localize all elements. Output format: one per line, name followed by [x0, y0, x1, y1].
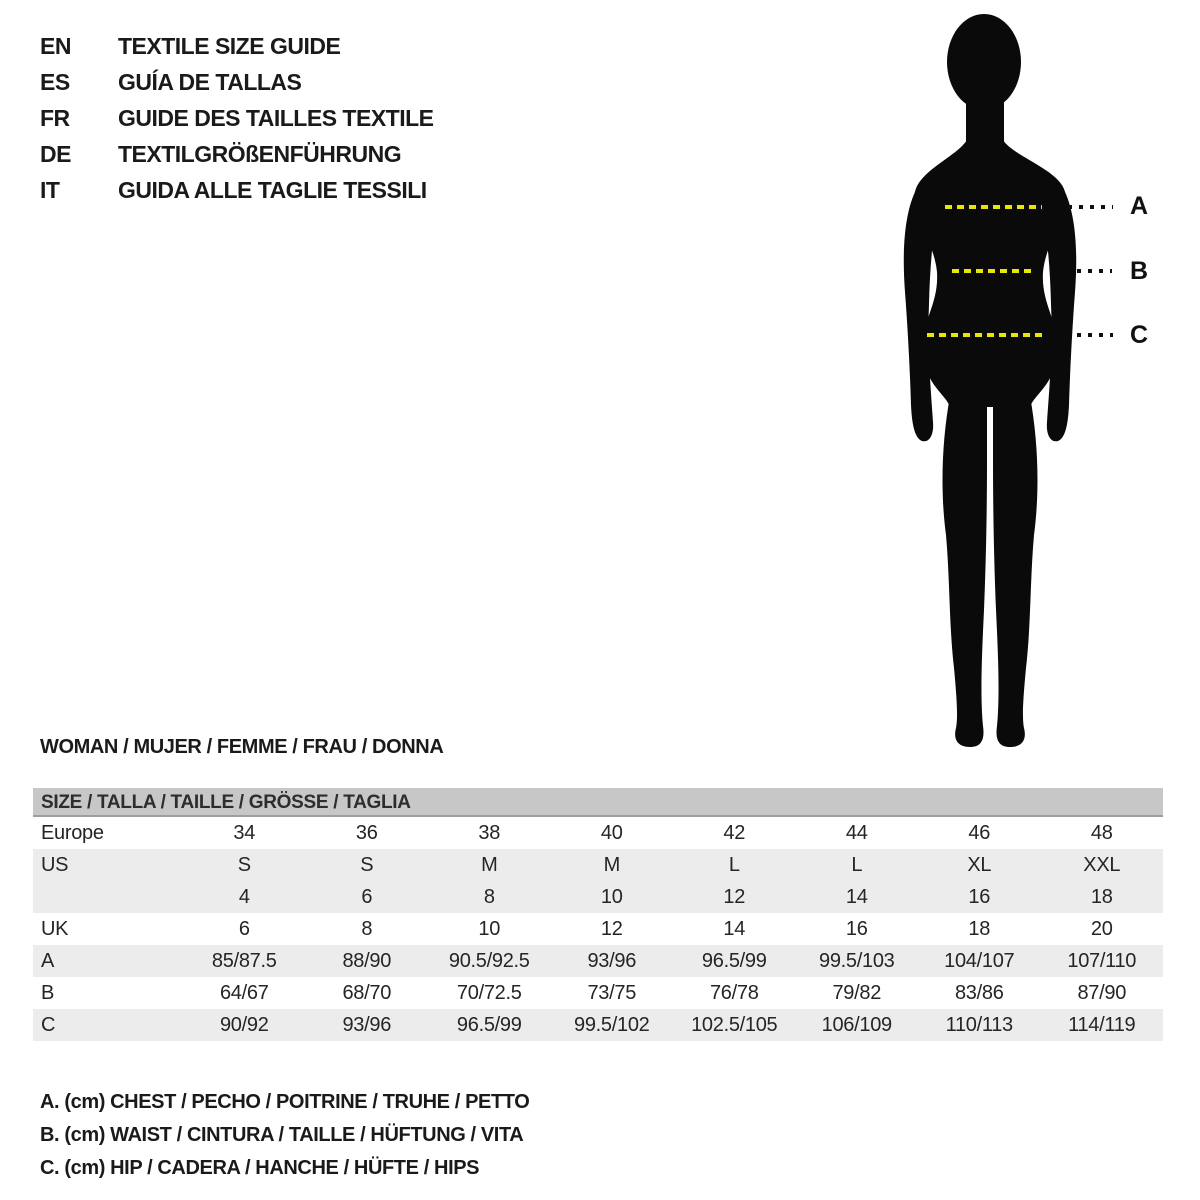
size-cell: 42 — [723, 822, 746, 844]
size-cell: 40 — [600, 822, 623, 844]
size-cell: 36 — [355, 822, 378, 844]
measurement-legend — [40, 1086, 529, 1185]
size-cell: 87/90 — [1077, 982, 1127, 1004]
size-cell: XXL — [1083, 854, 1121, 876]
size-cell: M — [481, 854, 498, 876]
size-cell: XL — [967, 854, 992, 876]
lang-title: TEXTILE SIZE GUIDE — [118, 33, 341, 59]
size-cell: 6 — [238, 918, 250, 940]
lang-title: GUIDA ALLE TAGLIE TESSILI — [118, 177, 427, 203]
size-cell: 48 — [1090, 822, 1113, 844]
row-label: C — [41, 1014, 56, 1036]
legend-waist: B. (cm) WAIST / CINTURA / TAILLE / HÜFTUNG / VITA — [40, 1124, 524, 1146]
row-label: A — [41, 950, 55, 972]
size-cell: 20 — [1090, 918, 1113, 940]
size-cell: L — [728, 854, 740, 876]
size-cell: 93/96 — [342, 1014, 392, 1036]
size-cell: 38 — [478, 822, 501, 844]
lang-row-es — [40, 64, 434, 100]
legend-chest: A. (cm) CHEST / PECHO / POITRINE / TRUHE / PETTO — [40, 1091, 530, 1113]
lang-row-fr — [40, 100, 434, 136]
size-cell: 99.5/103 — [819, 950, 895, 972]
lang-code: FR — [40, 105, 70, 131]
size-cell: 99.5/102 — [574, 1014, 650, 1036]
woman-silhouette — [860, 0, 1200, 760]
row-label — [33, 881, 183, 913]
size-table — [33, 788, 1163, 1041]
size-cell: 46 — [968, 822, 991, 844]
table-row-uk — [33, 913, 1163, 945]
size-cell: 14 — [845, 886, 868, 908]
size-cell: 12 — [723, 886, 746, 908]
language-title-list — [40, 28, 434, 208]
table-row-europe — [33, 817, 1163, 849]
silhouette-left-leg — [943, 396, 987, 747]
table-row-us-numbers — [33, 881, 1163, 913]
size-cell: 93/96 — [587, 950, 637, 972]
size-cell: 34 — [233, 822, 256, 844]
size-cell: 104/107 — [944, 950, 1015, 972]
measure-label-b: B — [1129, 257, 1149, 285]
silhouette-torso — [914, 140, 1065, 407]
size-cell: M — [603, 854, 620, 876]
size-cell: 70/72.5 — [456, 982, 522, 1004]
size-cell: L — [851, 854, 863, 876]
table-row-hip-c — [33, 1009, 1163, 1041]
lang-title: TEXTILGRÖßENFÜHRUNG — [118, 141, 402, 167]
lang-code: ES — [40, 69, 70, 95]
lang-code: DE — [40, 141, 71, 167]
size-cell: S — [237, 854, 251, 876]
lang-code: IT — [40, 177, 60, 203]
size-cell: 110/113 — [945, 1014, 1013, 1036]
size-cell: 96.5/99 — [456, 1014, 522, 1036]
measure-label-c: C — [1129, 321, 1149, 349]
lang-row-en — [40, 28, 434, 64]
size-cell: 106/109 — [821, 1014, 892, 1036]
size-cell: 8 — [361, 918, 373, 940]
lang-title: GUÍA DE TALLAS — [118, 69, 302, 95]
size-cell: 6 — [361, 886, 373, 908]
measurement-figure — [860, 0, 1200, 760]
size-cell: 79/82 — [832, 982, 882, 1004]
size-cell: 44 — [845, 822, 868, 844]
size-cell: 107/110 — [1067, 950, 1137, 972]
size-cell: 16 — [968, 886, 991, 908]
lang-title: GUIDE DES TAILLES TEXTILE — [118, 105, 434, 131]
silhouette-right-leg — [993, 396, 1037, 747]
size-cell: 16 — [845, 918, 868, 940]
size-cell: 83/86 — [954, 982, 1004, 1004]
size-cell: 68/70 — [342, 982, 392, 1004]
row-label: US — [41, 854, 69, 876]
size-cell: 90/92 — [219, 1014, 269, 1036]
size-cell: 10 — [478, 918, 501, 940]
lang-code: EN — [40, 33, 71, 59]
row-label: UK — [41, 918, 69, 940]
size-cell: 18 — [968, 918, 991, 940]
table-row-chest-a — [33, 945, 1163, 977]
row-label: Europe — [41, 822, 104, 844]
size-cell: 73/75 — [587, 982, 637, 1004]
size-cell: 85/87.5 — [211, 950, 277, 972]
size-cell: 88/90 — [342, 950, 392, 972]
size-cell: 76/78 — [709, 982, 759, 1004]
size-cell: 12 — [600, 918, 623, 940]
size-table-header: SIZE / TALLA / TAILLE / GRÖSSE / TAGLIA — [33, 788, 1163, 817]
size-cell: 102.5/105 — [691, 1014, 778, 1036]
size-cell: 4 — [238, 886, 250, 908]
table-row-waist-b — [33, 977, 1163, 1009]
size-cell: S — [360, 854, 374, 876]
lang-row-it — [40, 172, 434, 208]
size-cell: 14 — [723, 918, 746, 940]
size-cell: 96.5/99 — [701, 950, 767, 972]
measure-label-a: A — [1129, 192, 1149, 220]
table-row-us-letters — [33, 849, 1163, 881]
size-cell: 90.5/92.5 — [448, 950, 530, 972]
row-label: B — [41, 982, 55, 1004]
size-cell: 18 — [1090, 886, 1113, 908]
size-cell: 8 — [483, 886, 495, 908]
lang-row-de — [40, 136, 434, 172]
legend-hip: C. (cm) HIP / CADERA / HANCHE / HÜFTE / HIPS — [40, 1157, 480, 1179]
section-heading-woman: WOMAN / MUJER / FEMME / FRAU / DONNA — [40, 736, 444, 758]
size-cell: 64/67 — [219, 982, 269, 1004]
size-cell: 114/119 — [1068, 1014, 1136, 1036]
size-cell: 10 — [600, 886, 623, 908]
